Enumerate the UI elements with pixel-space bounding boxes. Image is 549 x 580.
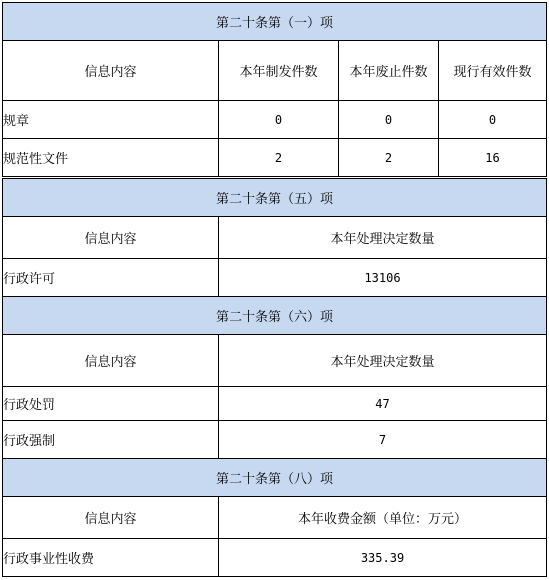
row-label: 规范性文件 xyxy=(3,139,219,177)
header-issued-count: 本年制发件数 xyxy=(219,41,339,101)
table-row xyxy=(3,539,547,577)
table-row xyxy=(3,101,547,139)
header-decision-count: 本年处理决定数量 xyxy=(219,217,547,259)
cell-value: 16 xyxy=(439,139,547,177)
table-row xyxy=(3,421,547,459)
row-label: 行政事业性收费 xyxy=(3,539,219,577)
section-fees xyxy=(2,458,547,577)
cell-value: 0 xyxy=(219,101,339,139)
section-administrative-license xyxy=(2,178,547,297)
header-info-content: 信息内容 xyxy=(3,497,219,539)
cell-value: 7 xyxy=(219,421,547,459)
header-valid-count: 现行有效件数 xyxy=(439,41,547,101)
cell-value: 0 xyxy=(339,101,439,139)
header-info-content: 信息内容 xyxy=(3,217,219,259)
cell-value: 335.39 xyxy=(219,539,547,577)
cell-value: 13106 xyxy=(219,259,547,297)
section-title: 第二十条第（六）项 xyxy=(3,297,547,335)
header-info-content: 信息内容 xyxy=(3,41,219,101)
row-label: 规章 xyxy=(3,101,219,139)
header-repealed-count: 本年废止件数 xyxy=(339,41,439,101)
row-label: 行政强制 xyxy=(3,421,219,459)
table-row xyxy=(3,259,547,297)
row-label: 行政处罚 xyxy=(3,387,219,421)
cell-value: 2 xyxy=(339,139,439,177)
header-fee-amount: 本年收费金额（单位：万元） xyxy=(219,497,547,539)
cell-value: 0 xyxy=(439,101,547,139)
header-decision-count: 本年处理决定数量 xyxy=(219,335,547,387)
section-penalty-enforcement xyxy=(2,296,547,459)
table-row xyxy=(3,387,547,421)
cell-value: 2 xyxy=(219,139,339,177)
section-title: 第二十条第（一）项 xyxy=(3,3,547,41)
section-title: 第二十条第（五）项 xyxy=(3,179,547,217)
cell-value: 47 xyxy=(219,387,547,421)
section-rule-documents xyxy=(2,2,547,177)
row-label: 行政许可 xyxy=(3,259,219,297)
table-row xyxy=(3,139,547,177)
header-info-content: 信息内容 xyxy=(3,335,219,387)
section-title: 第二十条第（八）项 xyxy=(3,459,547,497)
